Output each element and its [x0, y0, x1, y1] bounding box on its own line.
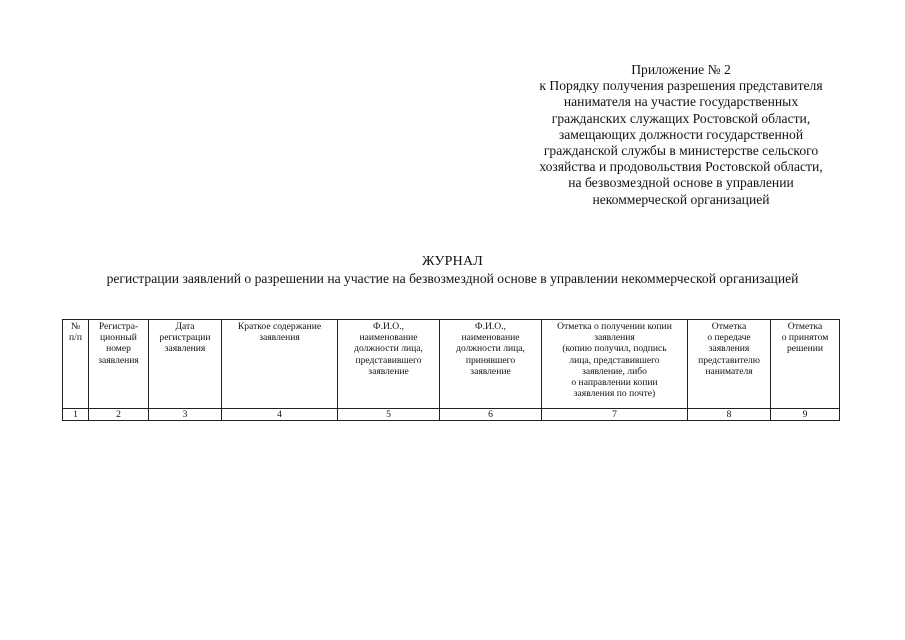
- column-header: [63, 320, 89, 409]
- appendix-line: хозяйства и продовольствия Ростовской области,: [539, 159, 823, 175]
- column-number: 7: [542, 409, 688, 421]
- column-header-line: принявшего: [465, 354, 516, 366]
- column-header-line: Краткое содержание: [237, 321, 322, 332]
- column-header-line: заявления: [594, 332, 635, 344]
- column-header-line: номер: [106, 343, 131, 355]
- column-number: 2: [89, 409, 149, 421]
- column-number-row: [63, 409, 840, 421]
- column-header-line: Ф.И.О.,: [372, 321, 405, 332]
- column-header-line: заявление: [368, 365, 409, 377]
- column-header-line: наименование: [359, 332, 418, 344]
- column-header-line: заявления по почте): [573, 388, 656, 400]
- column-number: 9: [771, 409, 840, 421]
- registration-journal-table: [62, 319, 840, 421]
- column-header-line: лица, представившего: [569, 354, 660, 366]
- column-header-line: должности лица,: [354, 343, 423, 355]
- appendix-line: на безвозмездной основе в управлении: [568, 175, 794, 191]
- appendix-line: некоммерческой организацией: [592, 191, 770, 207]
- appendix-line: замещающих должности государственной: [558, 126, 804, 142]
- column-header: [89, 320, 149, 409]
- table-header-row: [63, 320, 840, 409]
- column-header-line: регистрации: [159, 332, 211, 344]
- column-header-line: ционный: [100, 332, 137, 344]
- appendix-line: Приложение № 2: [631, 62, 731, 77]
- column-header-line: представившего: [355, 354, 422, 366]
- column-header-line: заявление, либо: [582, 365, 647, 377]
- column-header-line: о принятом: [781, 332, 829, 344]
- column-header-line: Отметка: [787, 321, 823, 332]
- column-header-line: Дата: [175, 321, 195, 332]
- column-header: [338, 320, 440, 409]
- column-number: 5: [338, 409, 440, 421]
- column-header: [222, 320, 338, 409]
- column-number: 1: [63, 409, 89, 421]
- column-number: 3: [149, 409, 222, 421]
- column-header-line: решении: [786, 343, 824, 355]
- column-header-line: представителю: [698, 354, 760, 366]
- column-header-line: наименование: [461, 332, 520, 344]
- column-number: 6: [440, 409, 542, 421]
- column-header-line: нанимателя: [705, 365, 753, 377]
- column-header-line: №: [70, 321, 81, 332]
- column-header-line: Отметка: [711, 321, 747, 332]
- column-number: 4: [222, 409, 338, 421]
- column-number: 8: [688, 409, 771, 421]
- column-header: [771, 320, 840, 409]
- column-header: [542, 320, 688, 409]
- journal-subtitle: регистрации заявлений о разрешении на участие на безвозмездной основе в управлении некоммерческой организацией: [106, 271, 799, 286]
- column-header-line: Ф.И.О.,: [474, 321, 507, 332]
- column-header-line: о направлении копии: [571, 377, 658, 389]
- column-header: [688, 320, 771, 409]
- column-header-line: заявления: [259, 332, 300, 344]
- appendix-heading: [505, 62, 857, 208]
- column-header-line: заявление: [470, 365, 511, 377]
- column-header-line: Отметка о получении копии: [557, 321, 672, 332]
- appendix-line: к Порядку получения разрешения представителя: [539, 78, 823, 94]
- journal-title: ЖУРНАЛ: [422, 254, 483, 269]
- appendix-line: гражданских служащих Ростовской области,: [551, 110, 811, 126]
- column-header-line: п/п: [69, 332, 82, 344]
- column-header: [440, 320, 542, 409]
- column-header-line: (копию получил, подпись: [562, 343, 667, 355]
- column-header-line: заявления: [164, 343, 206, 355]
- column-header: [149, 320, 222, 409]
- appendix-line: гражданской службы в министерстве сельского: [543, 143, 819, 159]
- column-header-line: Регистра-: [98, 321, 139, 332]
- appendix-line: нанимателя на участие государственных: [563, 94, 799, 110]
- column-header-line: заявления: [708, 343, 750, 355]
- column-header-line: заявления: [98, 354, 139, 366]
- column-header-line: должности лица,: [456, 343, 525, 355]
- column-header-line: о передаче: [707, 332, 751, 344]
